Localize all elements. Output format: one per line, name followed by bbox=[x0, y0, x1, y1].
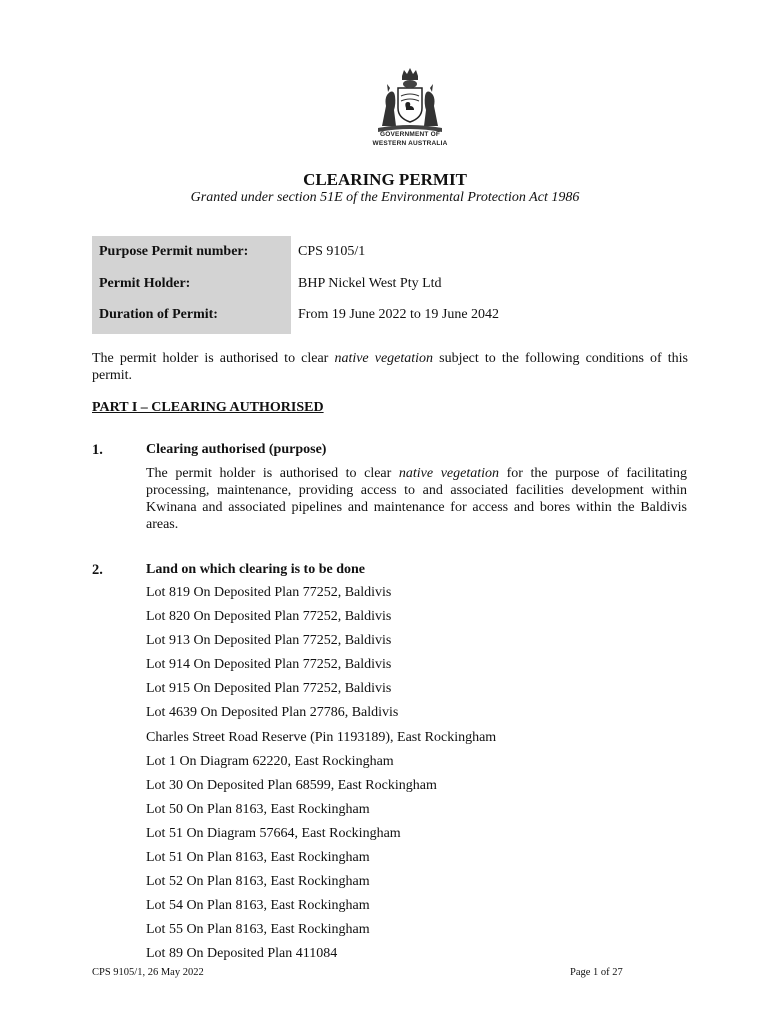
section-1-heading: Clearing authorised (purpose) bbox=[146, 442, 327, 457]
list-item: Lot 54 On Plan 8163, East Rockingham bbox=[146, 898, 370, 914]
section-2-heading: Land on which clearing is to be done bbox=[146, 562, 365, 577]
government-label-line1: GOVERNMENT OF bbox=[379, 131, 441, 138]
list-item: Lot 915 On Deposited Plan 77252, Baldivis bbox=[146, 681, 392, 697]
part-heading: PART I – CLEARING AUTHORISED bbox=[92, 400, 324, 415]
section-1-emphasis: native vegetation bbox=[398, 466, 500, 481]
list-item: Lot 820 On Deposited Plan 77252, Baldivis bbox=[146, 609, 392, 625]
section-1-body bbox=[146, 465, 687, 533]
list-item: Lot 30 On Deposited Plan 68599, East Rockingham bbox=[146, 777, 437, 793]
land-lot-list bbox=[146, 584, 496, 970]
details-label: Permit Holder: bbox=[99, 276, 191, 291]
list-item: Lot 51 On Diagram 57664, East Rockingham bbox=[146, 825, 401, 841]
intro-text-end: subject to the following conditions of this permit. bbox=[92, 351, 688, 383]
list-item: Lot 1 On Diagram 62220, East Rockingham bbox=[146, 753, 394, 769]
list-item: Charles Street Road Reserve (Pin 1193189), East Rockingham bbox=[146, 729, 497, 745]
details-value: CPS 9105/1 bbox=[298, 244, 366, 259]
section-1-number: 1. bbox=[92, 442, 103, 458]
details-label: Duration of Permit: bbox=[99, 307, 218, 322]
intro-emphasis: native vegetation bbox=[334, 351, 434, 366]
details-label: Purpose Permit number: bbox=[99, 244, 249, 259]
list-item: Lot 914 On Deposited Plan 77252, Baldivis bbox=[146, 657, 392, 673]
details-value: BHP Nickel West Pty Ltd bbox=[298, 276, 442, 291]
footer-reference: CPS 9105/1, 26 May 2022 bbox=[92, 967, 204, 978]
list-item: Lot 55 On Plan 8163, East Rockingham bbox=[146, 922, 370, 938]
list-item: Lot 50 On Plan 8163, East Rockingham bbox=[146, 801, 370, 817]
section-1-text-start: The permit holder is authorised to clear bbox=[146, 466, 399, 481]
list-item: Lot 52 On Plan 8163, East Rockingham bbox=[146, 874, 370, 890]
intro-text-start: The permit holder is authorised to clear bbox=[92, 351, 335, 366]
list-item: Lot 4639 On Deposited Plan 27786, Baldivis bbox=[146, 705, 399, 721]
details-row-duration bbox=[92, 307, 692, 327]
list-item: Lot 89 On Deposited Plan 411084 bbox=[146, 946, 338, 962]
section-1-text-end: for the purpose of facilitating processing, maintenance, providing access to and associated facilities development within Kwinana and associated pipelines and maintenance for access and bores within the Baldivis areas. bbox=[146, 466, 687, 532]
details-row-permit-number bbox=[92, 244, 692, 264]
government-label-line2: WESTERN AUSTRALIA bbox=[372, 140, 448, 147]
list-item: Lot 819 On Deposited Plan 77252, Baldivis bbox=[146, 585, 392, 600]
document-subtitle: Granted under section 51E of the Environmental Protection Act 1986 bbox=[190, 190, 580, 205]
list-item: Lot 913 On Deposited Plan 77252, Baldivis bbox=[146, 633, 392, 649]
intro-paragraph bbox=[92, 350, 688, 384]
western-australia-coat-of-arms-icon bbox=[368, 66, 452, 136]
document-title: CLEARING PERMIT bbox=[303, 170, 467, 189]
list-item: Lot 51 On Plan 8163, East Rockingham bbox=[146, 850, 370, 866]
section-2-number: 2. bbox=[92, 562, 103, 578]
details-row-permit-holder bbox=[92, 276, 692, 296]
footer-page-number: Page 1 of 27 bbox=[570, 967, 623, 978]
details-value: From 19 June 2022 to 19 June 2042 bbox=[298, 307, 500, 322]
